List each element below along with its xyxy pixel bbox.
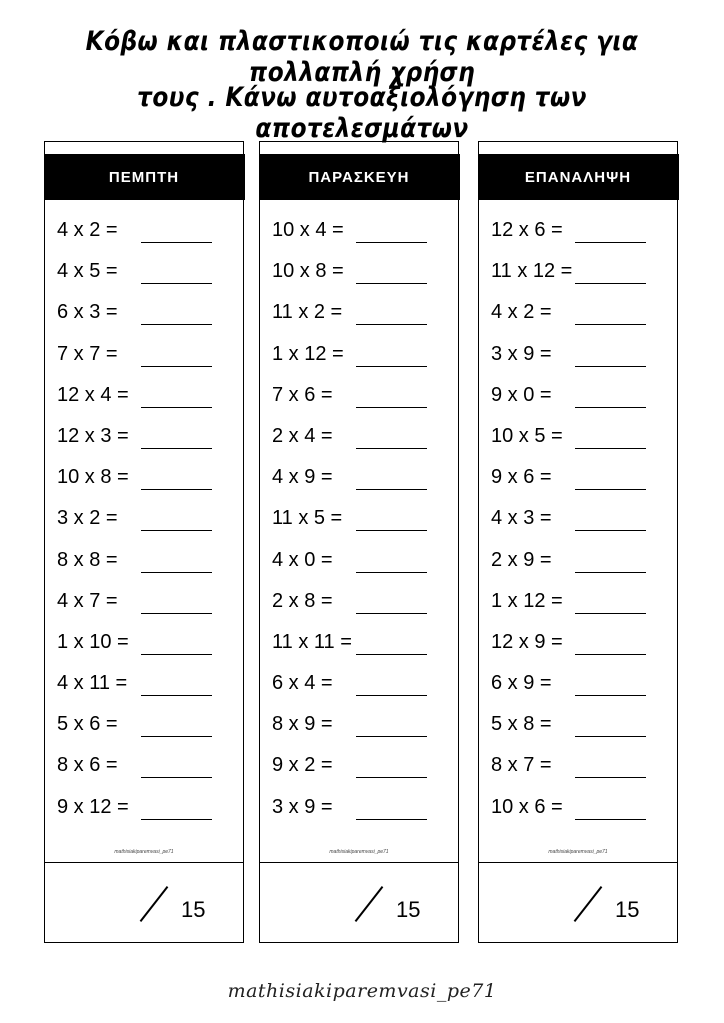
exercise-row (272, 589, 448, 630)
exercise-row (272, 630, 448, 671)
exercise-expression: 9 x 6 = (491, 466, 552, 489)
exercise-row (272, 548, 448, 589)
exercise-row (491, 712, 667, 753)
answer-blank[interactable] (141, 530, 212, 531)
exercise-expression: 7 x 6 = (272, 383, 333, 406)
exercise-row (491, 218, 667, 259)
exercise-expression: 11 x 5 = (272, 507, 343, 530)
score-slash (355, 886, 384, 922)
exercise-list (57, 218, 233, 836)
card-header: ΕΠΑΝΑΛΗΨΗ (478, 154, 679, 200)
answer-blank[interactable] (575, 530, 646, 531)
exercise-expression: 12 x 9 = (491, 630, 563, 653)
answer-blank[interactable] (141, 654, 212, 655)
exercise-expression: 4 x 5 = (57, 260, 118, 283)
exercise-expression: 4 x 2 = (57, 219, 118, 241)
exercise-row (57, 506, 233, 547)
exercise-expression: 8 x 8 = (57, 548, 118, 571)
answer-blank[interactable] (356, 489, 427, 490)
exercise-row (57, 424, 233, 465)
answer-blank[interactable] (141, 283, 212, 284)
exercise-list (272, 218, 448, 836)
answer-blank[interactable] (356, 695, 427, 696)
answer-blank[interactable] (575, 242, 646, 243)
exercise-expression: 9 x 12 = (57, 795, 129, 818)
exercise-row (57, 342, 233, 383)
exercise-row (491, 589, 667, 630)
answer-blank[interactable] (575, 736, 646, 737)
exercise-row (57, 259, 233, 300)
answer-blank[interactable] (141, 489, 212, 490)
answer-blank[interactable] (575, 489, 646, 490)
exercise-row (272, 465, 448, 506)
footer-credit: mathisiakiparemvasi_pe71 (227, 980, 497, 1002)
score-box (45, 864, 243, 942)
score-total: 15 (181, 897, 206, 922)
exercise-row (57, 589, 233, 630)
exercise-expression: 11 x 12 = (491, 260, 573, 283)
answer-blank[interactable] (356, 530, 427, 531)
exercise-row (272, 342, 448, 383)
exercise-row (272, 300, 448, 341)
exercise-row (491, 753, 667, 794)
flashcard-1 (44, 141, 244, 943)
answer-blank[interactable] (575, 819, 646, 820)
exercise-row (57, 671, 233, 712)
answer-blank[interactable] (141, 819, 212, 820)
answer-blank[interactable] (575, 448, 646, 449)
answer-blank[interactable] (141, 572, 212, 573)
exercise-row (272, 671, 448, 712)
card-credit: mathisiakiparemvasi_pe71 (548, 849, 608, 855)
answer-blank[interactable] (356, 736, 427, 737)
answer-blank[interactable] (141, 736, 212, 737)
answer-blank[interactable] (575, 407, 646, 408)
exercise-expression: 11 x 11 = (272, 630, 352, 653)
exercise-row (57, 383, 233, 424)
exercise-expression: 4 x 2 = (491, 301, 552, 324)
exercise-row (272, 424, 448, 465)
exercise-expression: 6 x 4 = (272, 672, 333, 695)
exercise-expression: 4 x 11 = (57, 672, 128, 695)
exercise-expression: 12 x 4 = (57, 383, 129, 406)
exercise-row (272, 795, 448, 836)
answer-blank[interactable] (575, 695, 646, 696)
answer-blank[interactable] (575, 572, 646, 573)
card-divider (45, 862, 243, 863)
page-title-line-2: τους . Κάνω αυτοαξιολόγηση των αποτελεσμάτων (137, 82, 587, 144)
answer-blank[interactable] (356, 283, 427, 284)
card-header: ΠΕΜΠΤΗ (44, 154, 245, 200)
exercise-row (57, 712, 233, 753)
exercise-expression: 5 x 6 = (57, 713, 118, 736)
answer-blank[interactable] (141, 613, 212, 614)
exercise-expression: 5 x 8 = (491, 713, 552, 736)
exercise-expression: 9 x 2 = (272, 754, 333, 777)
exercise-expression: 10 x 4 = (272, 219, 344, 241)
exercise-expression: 12 x 3 = (57, 424, 129, 447)
flashcard-3 (478, 141, 678, 943)
exercise-row (491, 383, 667, 424)
exercise-expression: 2 x 8 = (272, 589, 333, 612)
answer-blank[interactable] (356, 407, 427, 408)
score-box (260, 864, 458, 942)
answer-blank[interactable] (356, 324, 427, 325)
exercise-expression: 10 x 6 = (491, 795, 563, 818)
exercise-row (491, 795, 667, 836)
answer-blank[interactable] (356, 819, 427, 820)
answer-blank[interactable] (575, 324, 646, 325)
page-title-line-1: Κόβω και πλαστικοποιώ τις καρτέλες για πολλαπλή χρήση (85, 26, 639, 88)
score-total: 15 (396, 897, 421, 922)
exercise-row (491, 506, 667, 547)
exercise-expression: 1 x 12 = (491, 589, 563, 612)
answer-blank[interactable] (356, 654, 427, 655)
score-slash (574, 886, 603, 922)
card-credit: mathisiakiparemvasi_pe71 (329, 849, 389, 855)
card-header: ΠΑΡΑΣΚΕΥΗ (259, 154, 460, 200)
exercise-list (491, 218, 667, 836)
exercise-row (57, 753, 233, 794)
answer-blank[interactable] (575, 654, 646, 655)
answer-blank[interactable] (141, 242, 212, 243)
exercise-row (272, 218, 448, 259)
answer-blank[interactable] (141, 448, 212, 449)
exercise-row (57, 548, 233, 589)
exercise-expression: 4 x 7 = (57, 589, 118, 612)
exercise-row (57, 465, 233, 506)
exercise-expression: 4 x 0 = (272, 548, 333, 571)
exercise-expression: 3 x 9 = (491, 342, 552, 365)
exercise-row (272, 506, 448, 547)
card-credit: mathisiakiparemvasi_pe71 (114, 849, 174, 855)
exercise-expression: 3 x 2 = (57, 507, 118, 530)
exercise-expression: 2 x 9 = (491, 548, 552, 571)
exercise-row (272, 753, 448, 794)
exercise-expression: 8 x 7 = (491, 754, 552, 777)
exercise-row (272, 259, 448, 300)
answer-blank[interactable] (575, 777, 646, 778)
exercise-expression: 9 x 0 = (491, 383, 552, 406)
answer-blank[interactable] (356, 572, 427, 573)
card-divider (479, 862, 677, 863)
exercise-expression: 1 x 12 = (272, 342, 344, 365)
answer-blank[interactable] (141, 324, 212, 325)
answer-blank[interactable] (141, 407, 212, 408)
exercise-row (491, 630, 667, 671)
exercise-expression: 10 x 5 = (491, 424, 563, 447)
answer-blank[interactable] (141, 366, 212, 367)
exercise-row (491, 424, 667, 465)
exercise-expression: 2 x 4 = (272, 424, 333, 447)
answer-blank[interactable] (356, 448, 427, 449)
answer-blank[interactable] (141, 695, 212, 696)
answer-blank[interactable] (141, 777, 212, 778)
score-total: 15 (615, 897, 640, 922)
answer-blank[interactable] (575, 283, 646, 284)
exercise-expression: 8 x 9 = (272, 713, 333, 736)
exercise-expression: 10 x 8 = (272, 260, 344, 283)
exercise-row (57, 795, 233, 836)
answer-blank[interactable] (575, 613, 646, 614)
exercise-expression: 1 x 10 = (57, 630, 129, 653)
card-divider (260, 862, 458, 863)
answer-blank[interactable] (575, 366, 646, 367)
exercise-row (491, 342, 667, 383)
exercise-row (491, 259, 667, 300)
exercise-expression: 12 x 6 = (491, 219, 563, 241)
exercise-expression: 6 x 3 = (57, 301, 118, 324)
exercise-expression: 11 x 2 = (272, 301, 343, 324)
score-slash (140, 886, 169, 922)
exercise-expression: 4 x 9 = (272, 466, 333, 489)
exercise-row (272, 712, 448, 753)
answer-blank[interactable] (356, 777, 427, 778)
exercise-row (272, 383, 448, 424)
exercise-row (491, 548, 667, 589)
exercise-row (491, 671, 667, 712)
exercise-expression: 4 x 3 = (491, 507, 552, 530)
exercise-row (57, 630, 233, 671)
exercise-expression: 3 x 9 = (272, 795, 333, 818)
exercise-row (491, 465, 667, 506)
exercise-expression: 10 x 8 = (57, 466, 129, 489)
answer-blank[interactable] (356, 242, 427, 243)
score-box (479, 864, 677, 942)
answer-blank[interactable] (356, 366, 427, 367)
exercise-expression: 6 x 9 = (491, 672, 552, 695)
exercise-row (57, 218, 233, 259)
exercise-row (491, 300, 667, 341)
exercise-expression: 7 x 7 = (57, 342, 118, 365)
exercise-row (57, 300, 233, 341)
exercise-expression: 8 x 6 = (57, 754, 118, 777)
answer-blank[interactable] (356, 613, 427, 614)
flashcard-2 (259, 141, 459, 943)
